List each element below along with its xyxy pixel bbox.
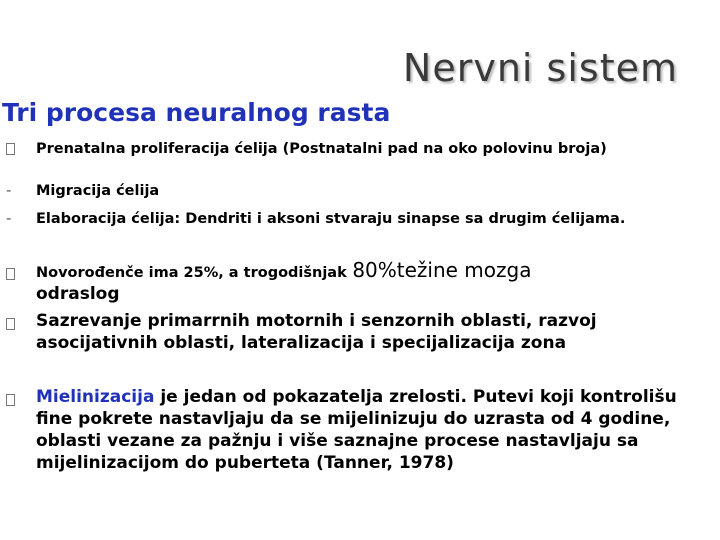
bullet-item-brain-weight [36,259,706,305]
bullet-item-maturation [36,310,706,354]
bullet-item-proliferation [36,140,706,158]
bullet-text: Novorođenče ima 25%, a trogodišnjak [36,265,347,281]
dash-bullet-icon: - [6,181,12,199]
bullet-item-elaboration [6,209,706,228]
dash-bullet-icon: - [6,209,12,227]
bullet-text: Migracija ćelija [36,183,160,199]
box-bullet-icon [6,314,15,336]
box-bullet-icon [6,264,15,286]
bullet-text: odraslog [36,284,120,304]
bullet-text: Elaboracija ćelija: Dendriti i aksoni stvaraju sinapse sa drugim ćelijama. [36,211,626,227]
box-bullet-icon [6,390,15,412]
slide-subtitle: Tri procesa neuralnog rasta [2,98,391,127]
bullet-item-myelination [36,386,706,474]
bullet-text: Sazrevanje primarrnih motornih i senzornih oblasti, razvoj asocijativnih oblasti, lateralizacija i specijalizacija zona [36,311,597,353]
bullet-item-migration [6,181,706,200]
highlight-term: Mielinizacija [36,387,155,407]
bullet-text: je jedan od pokazatelja zrelosti. Putevi koji kontrolišu fine pokrete nastavljaju da se mijelinizuju do uzrasta od 4 godine, oblasti vezane za pažnju i više saznajne procese nastavljaju sa mijelinizacijom do puberteta (Tanner, 1978) [36,387,677,473]
slide-title: Nervni sistem [402,46,678,90]
bullet-text-large: 80%težine mozga [352,258,532,282]
box-bullet-icon [6,142,15,160]
bullet-text: Prenatalna proliferacija ćelija (Postnatalni pad na oko polovinu broja) [36,141,607,157]
